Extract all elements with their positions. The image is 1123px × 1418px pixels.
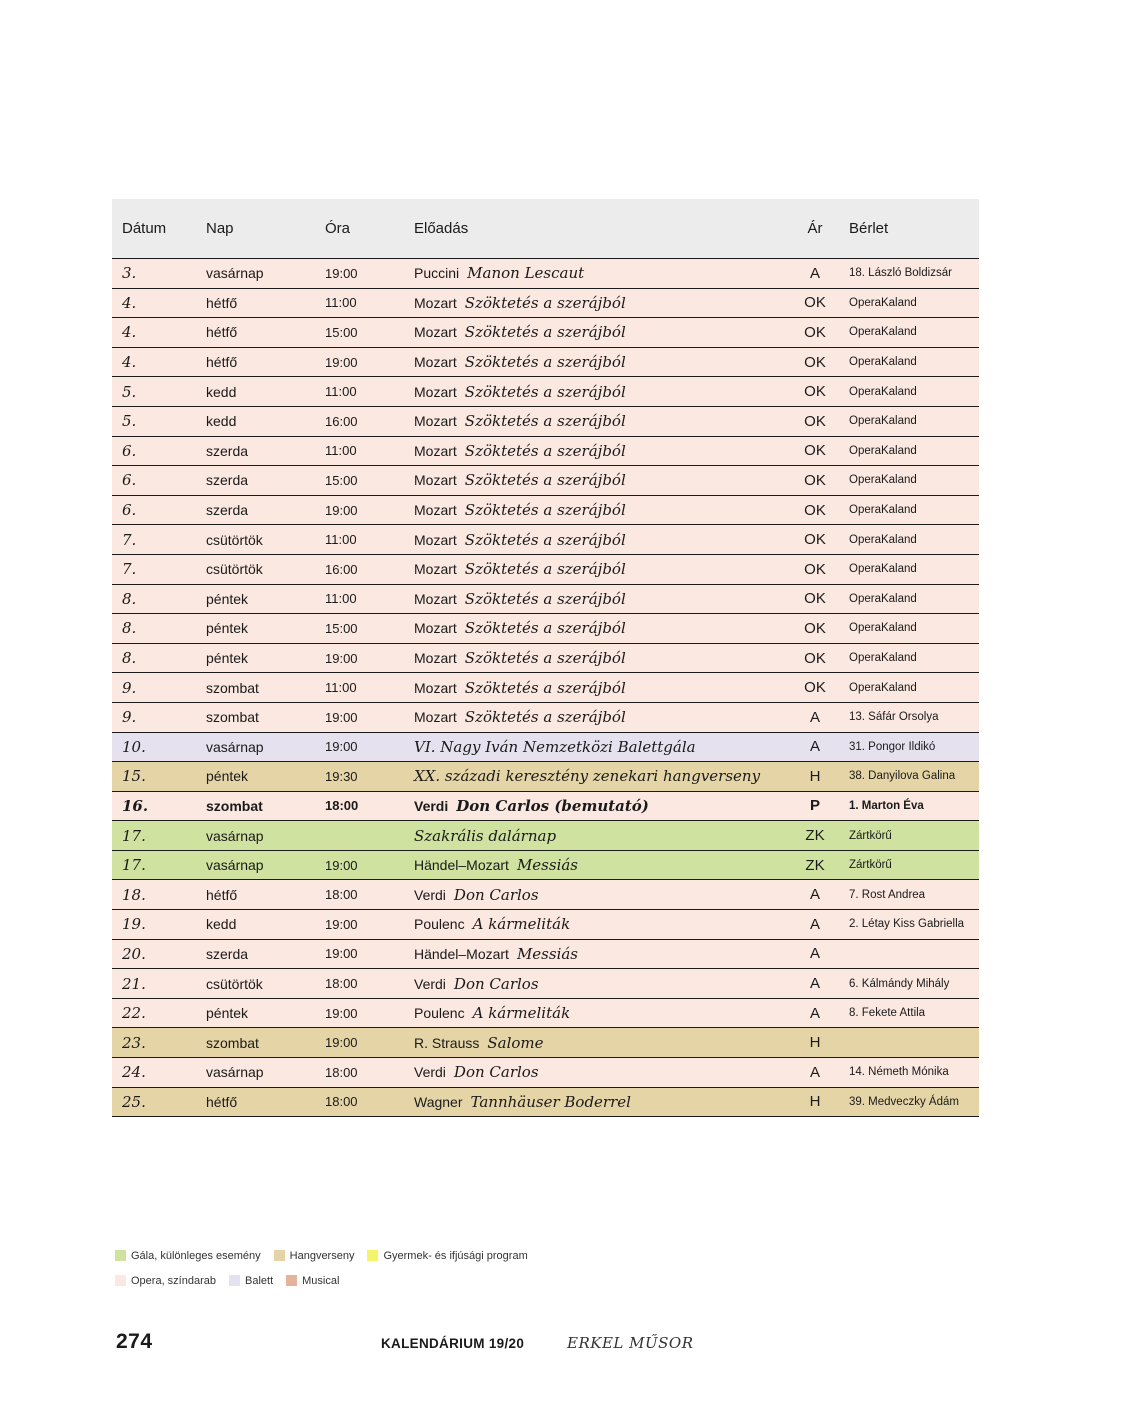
cell-price: OK [791, 673, 839, 703]
cell-date: 5. [112, 377, 196, 407]
work-title: Szöktetés a szerájból [464, 501, 626, 520]
work-title: A kármeliták [472, 915, 571, 934]
cell-time: 18:00 [315, 969, 404, 999]
legend-item-youth [367, 1250, 527, 1262]
cell-subscription: 14. Németh Mónika [839, 1058, 979, 1088]
table-row [112, 998, 979, 1028]
cell-subscription: OperaKaland [839, 406, 979, 436]
cell-date: 8. [112, 614, 196, 644]
page-number: 274 [116, 1330, 153, 1353]
cell-price: ZK [791, 821, 839, 851]
composer-name: Mozart [414, 531, 457, 548]
cell-subscription: OperaKaland [839, 436, 979, 466]
cell-performance [404, 791, 791, 821]
cell-price: OK [791, 436, 839, 466]
legend-item-opera [115, 1275, 216, 1287]
composer-name: Verdi [414, 1064, 446, 1081]
composer-name: Mozart [414, 561, 457, 578]
work-title: Szöktetés a szerájból [464, 589, 626, 608]
cell-date: 6. [112, 495, 196, 525]
cell-performance [404, 406, 791, 436]
legend-label: Musical [302, 1274, 340, 1287]
table-row [112, 910, 979, 940]
composer-name: Mozart [414, 679, 457, 696]
cell-subscription: Zártkörű [839, 850, 979, 880]
cell-performance [404, 732, 791, 762]
composer-name: Mozart [414, 590, 457, 607]
cell-subscription [839, 1028, 979, 1058]
cell-price: OK [791, 614, 839, 644]
cell-time: 19:00 [315, 732, 404, 762]
cell-performance [404, 614, 791, 644]
cell-subscription: OperaKaland [839, 643, 979, 673]
cell-subscription: 6. Kálmándy Mihály [839, 969, 979, 999]
table-row [112, 525, 979, 555]
table-header-row [112, 199, 979, 259]
work-title: Don Carlos [453, 1063, 539, 1082]
cell-time: 15:00 [315, 614, 404, 644]
cell-date: 6. [112, 436, 196, 466]
cell-subscription: OperaKaland [839, 673, 979, 703]
composer-name: Poulenc [414, 916, 465, 933]
cell-performance [404, 466, 791, 496]
table-row [112, 673, 979, 703]
composer-name: R. Strauss [414, 1034, 480, 1051]
work-title: Salome [487, 1033, 544, 1052]
cell-day: hétfő [196, 318, 315, 348]
section-title: ERKEL MŰSOR [567, 1334, 694, 1352]
cell-subscription: Zártkörű [839, 821, 979, 851]
cell-time: 19:00 [315, 259, 404, 289]
work-title: Szöktetés a szerájból [464, 471, 626, 490]
cell-day: szombat [196, 791, 315, 821]
cell-day: kedd [196, 910, 315, 940]
cell-date: 8. [112, 584, 196, 614]
table-row [112, 347, 979, 377]
legend-label: Gyermek- és ifjúsági program [383, 1249, 528, 1262]
cell-price: A [791, 1058, 839, 1088]
composer-name: Verdi [414, 975, 446, 992]
cell-date: 22. [112, 998, 196, 1028]
table-row [112, 969, 979, 999]
legend-row [115, 1268, 615, 1293]
cell-date: 7. [112, 525, 196, 555]
cell-day: péntek [196, 998, 315, 1028]
legend-swatch [115, 1250, 126, 1261]
cell-price: OK [791, 466, 839, 496]
header-date: Dátum [112, 199, 196, 259]
cell-day: hétfő [196, 880, 315, 910]
cell-price: OK [791, 643, 839, 673]
cell-time: 11:00 [315, 377, 404, 407]
cell-date: 5. [112, 406, 196, 436]
cell-performance [404, 939, 791, 969]
cell-date: 9. [112, 673, 196, 703]
cell-performance [404, 347, 791, 377]
cell-price: A [791, 880, 839, 910]
cell-performance [404, 495, 791, 525]
cell-day: hétfő [196, 1087, 315, 1117]
cell-date: 8. [112, 643, 196, 673]
cell-date: 9. [112, 702, 196, 732]
cell-day: vasárnap [196, 1058, 315, 1088]
cell-price: P [791, 791, 839, 821]
cell-date: 20. [112, 939, 196, 969]
cell-price: A [791, 732, 839, 762]
table-row [112, 880, 979, 910]
cell-price: ZK [791, 850, 839, 880]
cell-subscription: 38. Danyilova Galina [839, 762, 979, 792]
header-time: Óra [315, 199, 404, 259]
cell-subscription: OperaKaland [839, 584, 979, 614]
legend-row [115, 1243, 615, 1268]
work-title: Szöktetés a szerájból [464, 382, 626, 401]
composer-name: Mozart [414, 650, 457, 667]
composer-name: Wagner [414, 1093, 463, 1110]
cell-time: 18:00 [315, 791, 404, 821]
cell-performance [404, 643, 791, 673]
work-title: Szöktetés a szerájból [464, 323, 626, 342]
cell-performance [404, 288, 791, 318]
cell-performance [404, 1058, 791, 1088]
work-title: Szöktetés a szerájból [464, 412, 626, 431]
publication-title: KALENDÁRIUM 19/20 [381, 1336, 525, 1351]
cell-performance [404, 1028, 791, 1058]
cell-subscription: OperaKaland [839, 377, 979, 407]
cell-time: 11:00 [315, 673, 404, 703]
table-row [112, 436, 979, 466]
work-title: Szöktetés a szerájból [464, 353, 626, 372]
cell-time: 19:00 [315, 702, 404, 732]
cell-price: A [791, 259, 839, 289]
cell-subscription: OperaKaland [839, 525, 979, 555]
cell-date: 24. [112, 1058, 196, 1088]
cell-day: péntek [196, 614, 315, 644]
composer-name: Mozart [414, 620, 457, 637]
cell-time: 19:00 [315, 643, 404, 673]
cell-day: csütörtök [196, 554, 315, 584]
cell-price: A [791, 998, 839, 1028]
cell-date: 7. [112, 554, 196, 584]
cell-price: OK [791, 377, 839, 407]
cell-subscription: 7. Rost Andrea [839, 880, 979, 910]
cell-date: 17. [112, 821, 196, 851]
legend-label: Opera, színdarab [131, 1274, 216, 1287]
cell-time: 18:00 [315, 880, 404, 910]
table-row [112, 614, 979, 644]
work-title: Manon Lescaut [467, 264, 585, 283]
cell-day: hétfő [196, 288, 315, 318]
cell-subscription [839, 939, 979, 969]
work-title: Don Carlos (bemutató) [456, 796, 649, 815]
cell-price: H [791, 1087, 839, 1117]
cell-time: 18:00 [315, 1058, 404, 1088]
cell-date: 18. [112, 880, 196, 910]
legend-swatch [115, 1275, 126, 1286]
table-row [112, 259, 979, 289]
legend-item-ballet [229, 1275, 273, 1287]
composer-name: Mozart [414, 383, 457, 400]
cell-day: szerda [196, 939, 315, 969]
cell-price: A [791, 939, 839, 969]
cell-date: 16. [112, 791, 196, 821]
cell-price: OK [791, 525, 839, 555]
table-row [112, 643, 979, 673]
page-footer [116, 1330, 1016, 1360]
composer-name: Mozart [414, 294, 457, 311]
cell-subscription: OperaKaland [839, 318, 979, 348]
cell-performance [404, 998, 791, 1028]
cell-day: szerda [196, 466, 315, 496]
cell-date: 19. [112, 910, 196, 940]
work-title: Szöktetés a szerájból [464, 708, 626, 727]
table-row [112, 495, 979, 525]
composer-name: Verdi [414, 797, 449, 814]
cell-time: 11:00 [315, 584, 404, 614]
legend-swatch [274, 1250, 285, 1261]
table-row [112, 1087, 979, 1117]
cell-time: 16:00 [315, 406, 404, 436]
cell-performance [404, 702, 791, 732]
cell-day: csütörtök [196, 525, 315, 555]
cell-date: 3. [112, 259, 196, 289]
cell-time: 16:00 [315, 554, 404, 584]
cell-price: OK [791, 406, 839, 436]
cell-day: kedd [196, 406, 315, 436]
cell-performance [404, 673, 791, 703]
cell-price: A [791, 910, 839, 940]
work-title: Don Carlos [453, 974, 539, 993]
table-row [112, 377, 979, 407]
cell-subscription: OperaKaland [839, 554, 979, 584]
table-row [112, 554, 979, 584]
cell-price: OK [791, 584, 839, 614]
legend-item-gala [115, 1250, 261, 1262]
table-row [112, 318, 979, 348]
cell-time: 18:00 [315, 1087, 404, 1117]
header-day: Nap [196, 199, 315, 259]
cell-date: 21. [112, 969, 196, 999]
cell-performance [404, 259, 791, 289]
cell-day: szerda [196, 436, 315, 466]
cell-time: 19:00 [315, 910, 404, 940]
work-title: Szöktetés a szerájból [464, 560, 626, 579]
cell-performance [404, 969, 791, 999]
table-body [112, 259, 979, 1117]
composer-name: Mozart [414, 413, 457, 430]
table-row [112, 288, 979, 318]
composer-name: Händel–Mozart [414, 945, 509, 962]
work-title: Szöktetés a szerájból [464, 441, 626, 460]
cell-date: 25. [112, 1087, 196, 1117]
table-row [112, 821, 979, 851]
work-title: Szakrális dalárnap [414, 826, 557, 845]
composer-name: Mozart [414, 709, 457, 726]
composer-name: Poulenc [414, 1005, 465, 1022]
cell-day: vasárnap [196, 732, 315, 762]
cell-day: péntek [196, 584, 315, 614]
table-row [112, 850, 979, 880]
cell-subscription: OperaKaland [839, 614, 979, 644]
header-subscription: Bérlet [839, 199, 979, 259]
cell-time: 19:00 [315, 1028, 404, 1058]
table-row [112, 406, 979, 436]
work-title: Messiás [516, 944, 579, 963]
cell-subscription: 39. Medveczky Ádám [839, 1087, 979, 1117]
cell-price: OK [791, 288, 839, 318]
work-title: VI. Nagy Iván Nemzetközi Balettgála [414, 737, 696, 756]
table-row [112, 584, 979, 614]
cell-day: csütörtök [196, 969, 315, 999]
cell-price: H [791, 1028, 839, 1058]
table-row [112, 1058, 979, 1088]
schedule-table [112, 199, 979, 1117]
cell-performance [404, 910, 791, 940]
work-title: Szöktetés a szerájból [464, 678, 626, 697]
header-performance: Előadás [404, 199, 791, 259]
cell-time: 19:00 [315, 998, 404, 1028]
composer-name: Mozart [414, 442, 457, 459]
cell-price: H [791, 762, 839, 792]
work-title: A kármeliták [472, 1004, 571, 1023]
cell-subscription: 31. Pongor Ildikó [839, 732, 979, 762]
cell-time: 11:00 [315, 436, 404, 466]
cell-performance [404, 318, 791, 348]
cell-day: szombat [196, 702, 315, 732]
work-title: Messiás [516, 856, 579, 875]
work-title: Szöktetés a szerájból [464, 649, 626, 668]
cell-day: szombat [196, 1028, 315, 1058]
cell-price: OK [791, 318, 839, 348]
cell-subscription: OperaKaland [839, 347, 979, 377]
cell-performance [404, 1087, 791, 1117]
cell-day: vasárnap [196, 259, 315, 289]
work-title: Tannhäuser Boderrel [470, 1092, 631, 1111]
legend [115, 1243, 615, 1293]
cell-day: péntek [196, 643, 315, 673]
table-row [112, 732, 979, 762]
cell-subscription: 1. Marton Éva [839, 791, 979, 821]
cell-time: 19:00 [315, 939, 404, 969]
table-row [112, 466, 979, 496]
composer-name: Mozart [414, 472, 457, 489]
cell-performance [404, 525, 791, 555]
cell-day: vasárnap [196, 821, 315, 851]
cell-time: 15:00 [315, 466, 404, 496]
cell-date: 10. [112, 732, 196, 762]
composer-name: Händel–Mozart [414, 857, 509, 874]
cell-subscription: 2. Létay Kiss Gabriella [839, 910, 979, 940]
cell-day: hétfő [196, 347, 315, 377]
legend-item-musical [286, 1275, 339, 1287]
cell-performance [404, 850, 791, 880]
cell-time: 19:30 [315, 762, 404, 792]
cell-time: 11:00 [315, 288, 404, 318]
legend-label: Balett [245, 1274, 274, 1287]
cell-time: 19:00 [315, 850, 404, 880]
composer-name: Verdi [414, 886, 446, 903]
cell-time: 19:00 [315, 347, 404, 377]
table-row [112, 762, 979, 792]
legend-swatch [286, 1275, 297, 1286]
cell-performance [404, 554, 791, 584]
composer-name: Mozart [414, 324, 457, 341]
composer-name: Puccini [414, 265, 460, 282]
cell-subscription: 18. László Boldizsár [839, 259, 979, 289]
cell-date: 6. [112, 466, 196, 496]
cell-subscription: OperaKaland [839, 288, 979, 318]
cell-day: péntek [196, 762, 315, 792]
cell-day: szombat [196, 673, 315, 703]
cell-date: 4. [112, 347, 196, 377]
cell-date: 15. [112, 762, 196, 792]
cell-time: 19:00 [315, 495, 404, 525]
header-price: Ár [791, 199, 839, 259]
table-row [112, 939, 979, 969]
cell-price: A [791, 702, 839, 732]
cell-price: OK [791, 554, 839, 584]
cell-day: vasárnap [196, 850, 315, 880]
legend-swatch [229, 1275, 240, 1286]
work-title: Szöktetés a szerájból [464, 619, 626, 638]
legend-item-concert [274, 1250, 355, 1262]
cell-price: OK [791, 347, 839, 377]
work-title: Szöktetés a szerájból [464, 530, 626, 549]
cell-date: 4. [112, 288, 196, 318]
cell-time: 11:00 [315, 525, 404, 555]
cell-subscription: 8. Fekete Attila [839, 998, 979, 1028]
cell-date: 17. [112, 850, 196, 880]
table-row [112, 702, 979, 732]
cell-price: OK [791, 495, 839, 525]
cell-time: 15:00 [315, 318, 404, 348]
work-title: Don Carlos [453, 885, 539, 904]
table-row [112, 791, 979, 821]
cell-subscription: OperaKaland [839, 466, 979, 496]
cell-performance [404, 821, 791, 851]
cell-performance [404, 436, 791, 466]
table-row [112, 1028, 979, 1058]
cell-performance [404, 880, 791, 910]
cell-day: kedd [196, 377, 315, 407]
cell-date: 4. [112, 318, 196, 348]
cell-subscription: 13. Sáfár Orsolya [839, 702, 979, 732]
work-title: Szöktetés a szerájból [464, 293, 626, 312]
cell-date: 23. [112, 1028, 196, 1058]
cell-subscription: OperaKaland [839, 495, 979, 525]
composer-name: Mozart [414, 354, 457, 371]
legend-swatch [367, 1250, 378, 1261]
legend-label: Hangverseny [289, 1249, 355, 1262]
cell-time [315, 821, 404, 851]
cell-price: A [791, 969, 839, 999]
legend-label: Gála, különleges esemény [131, 1249, 261, 1262]
composer-name: Mozart [414, 502, 457, 519]
cell-day: szerda [196, 495, 315, 525]
work-title: XX. századi keresztény zenekari hangverseny [414, 767, 761, 786]
cell-performance [404, 584, 791, 614]
cell-performance [404, 377, 791, 407]
cell-performance [404, 762, 791, 792]
